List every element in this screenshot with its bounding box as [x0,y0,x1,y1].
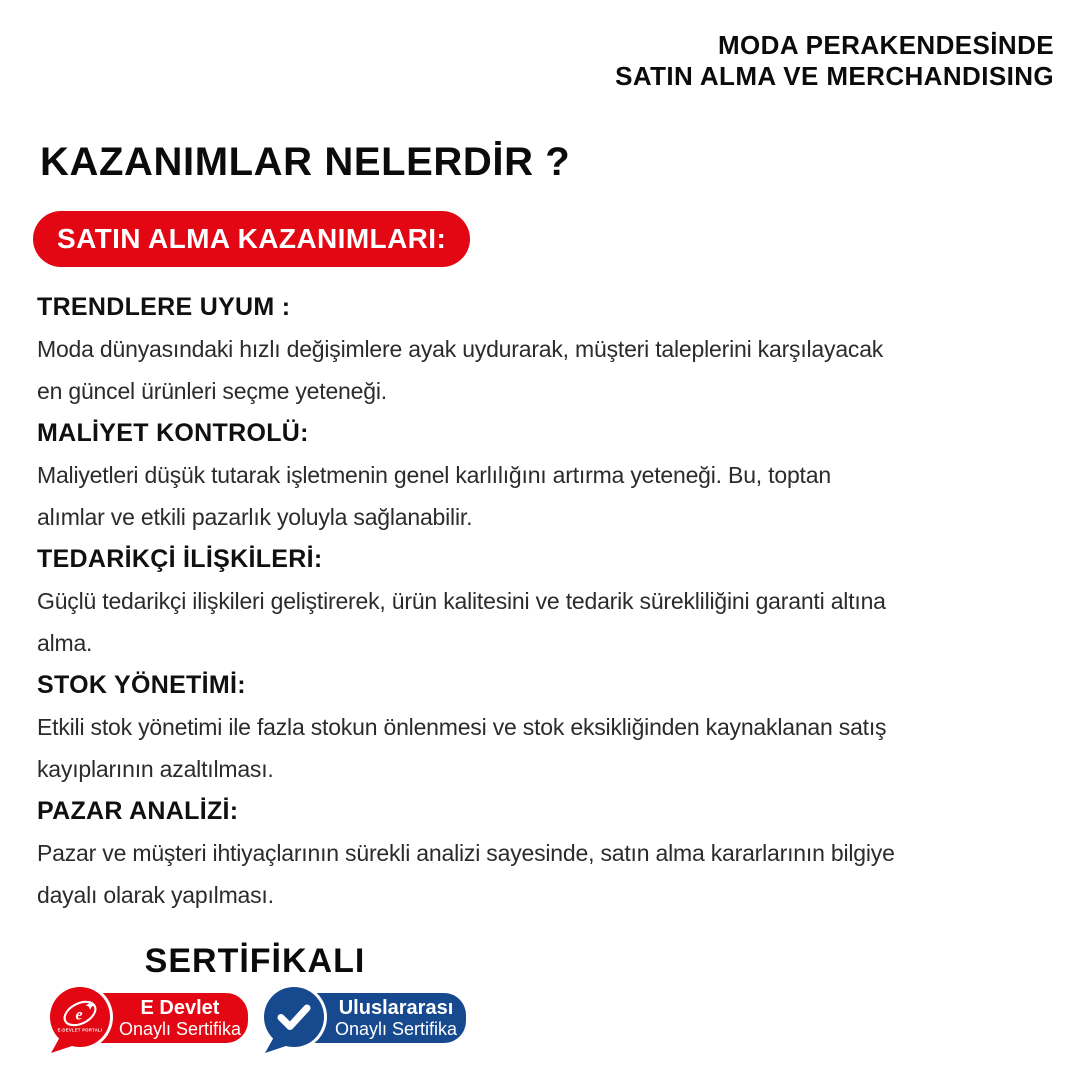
certified-heading: SERTİFİKALI [144,942,366,980]
badge-subtitle: Onaylı Sertifika [334,1018,458,1039]
item-body-line: Maliyetleri düşük tutarak işletmenin genel karlılığını artırma yeteneği. Bu, toptan [37,462,831,488]
item-heading: TEDARİKÇİ İLİŞKİLERİ: [37,545,323,573]
badge-subtitle: Onaylı Sertifika [118,1018,242,1039]
badge-title: E Devlet [140,996,220,1019]
item-heading: TRENDLERE UYUM : [37,293,291,321]
item-body-line: Etkili stok yönetimi ile fazla stokun önlenmesi ve stok eksikliğinden kaynaklanan satış [37,714,887,740]
item-heading: STOK YÖNETİMİ: [37,671,246,699]
list-item [37,538,1060,664]
item-body-line: Pazar ve müşteri ihtiyaçlarının sürekli analizi sayesinde, satın alma kararlarının bilgiye [37,840,895,866]
certificate-badges [50,986,466,1054]
item-body-line: alma. [37,630,93,656]
page-title: KAZANIMLAR NELERDİR ? [40,140,571,184]
list-item [37,664,1060,790]
item-body-line: Güçlü tedarikçi ilişkileri geliştirerek, ürün kalitesini ve tedarik sürekliliğini garanti altına [37,588,886,614]
checkmark-icon [260,985,330,1055]
course-header-line1: MODA PERAKENDESİNDE [717,30,1054,60]
svg-text:e: e [75,1006,83,1024]
international-certificate-badge [264,986,466,1054]
list-item [37,412,1060,538]
list-item [37,286,1060,412]
badge-title: Uluslararası [338,996,454,1019]
course-header-line2: SATIN ALMA VE MERCHANDISING [615,61,1054,91]
course-header [615,30,1054,92]
edevlet-certificate-badge [50,986,248,1054]
benefits-list [37,286,1060,916]
item-body-line: dayalı olarak yapılması. [37,882,274,908]
item-body-line: en güncel ürünleri seçme yeteneği. [37,378,387,404]
section-pill-badge: SATIN ALMA KAZANIMLARI: [33,211,470,267]
list-item [37,790,1060,916]
item-body-line: Moda dünyasındaki hızlı değişimlere ayak uydurarak, müşteri taleplerini karşılayacak [37,336,884,362]
e-devlet-logo-icon [46,985,116,1055]
item-heading: MALİYET KONTROLÜ: [37,419,309,447]
item-body-line: alımlar ve etkili pazarlık yoluyla sağlanabilir. [37,504,473,530]
item-body-line: kayıplarının azaltılması. [37,756,274,782]
e-devlet-caption: E-DEVLET PORTALI [57,1027,103,1033]
item-heading: PAZAR ANALİZİ: [37,797,239,825]
